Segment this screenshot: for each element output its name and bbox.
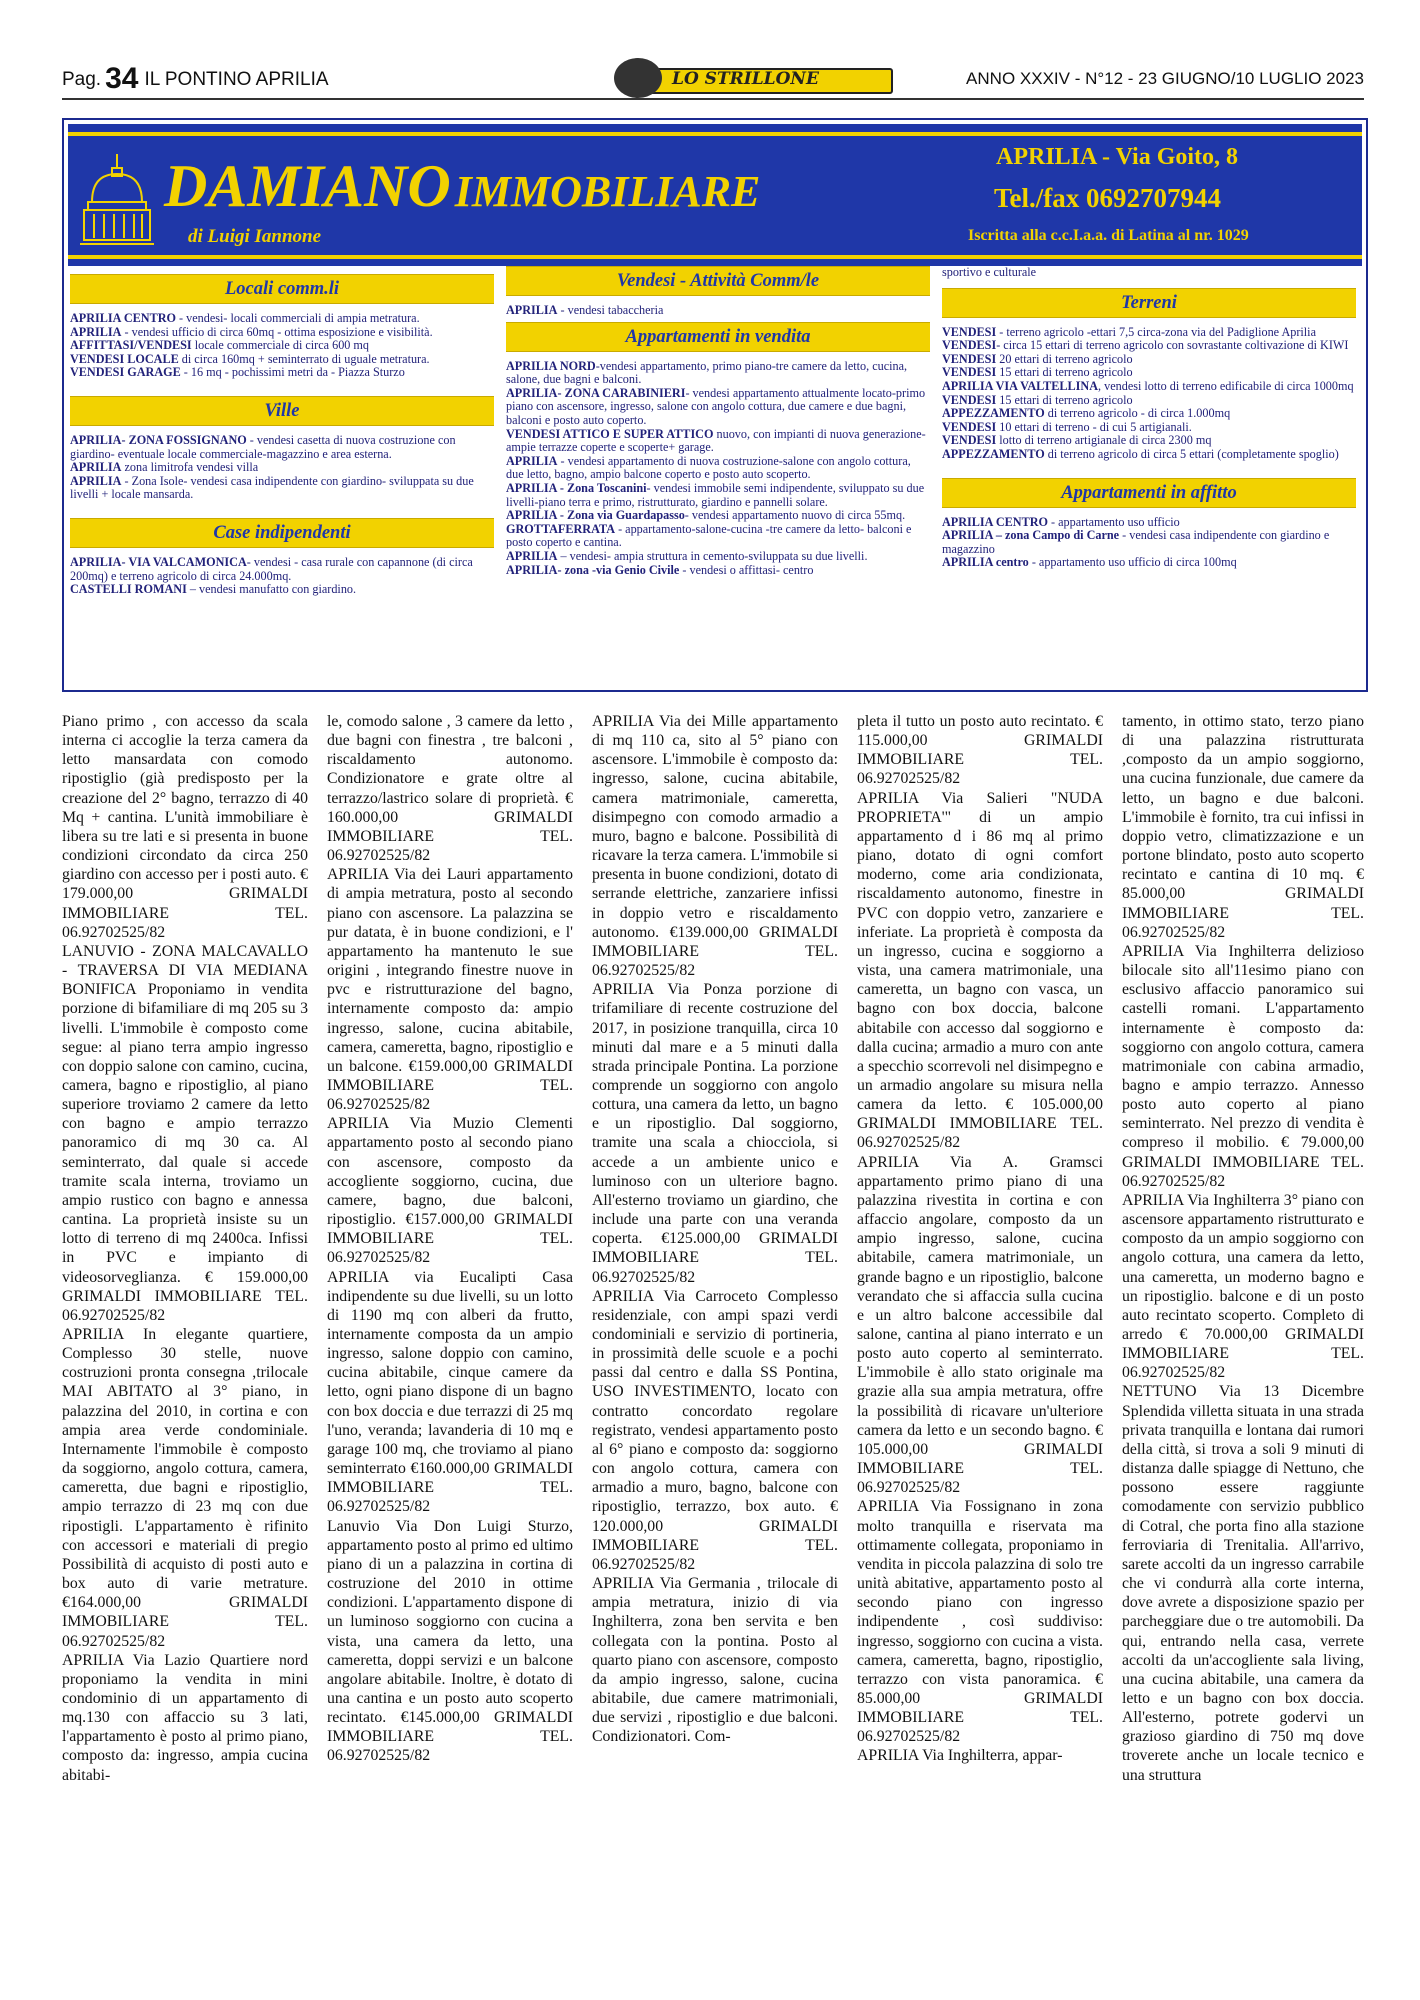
damiano-ad <box>62 118 1368 692</box>
ad-listing <box>506 564 930 578</box>
listing-location: APRILIA <box>70 460 122 475</box>
listing-description: 15 ettari di terreno agricolo <box>996 392 1133 407</box>
listing-description: - vendesi tabaccheria <box>557 303 664 317</box>
ad-listing <box>942 529 1356 556</box>
listing-paragraph: APRILIA Via dei Lauri appartamento di ampia metratura, posto al secondo piano con ascensore. La palazzina se pur datata, è in buone condizioni, e l' appartamento ha mantenuto le sue origini , integrando finestre nuove in pvc e ristrutturazione del bagno, internamente composto da: ampio ingresso, salone, cucina abitabile, camera, cameretta, bagno, ripostiglio e un balcone. €159.000,00 GRIMALDI IMMOBILIARE TEL. 06.92702525/82 <box>327 866 573 1114</box>
ad-banner <box>68 124 1362 266</box>
ad-listing <box>942 556 1356 570</box>
listing-paragraph: APRILIA Via Fossignano in zona molto tranquilla e riservata ma ottimamente collegata, proponiamo in vendita in piccola palazzina di solo tre unità abitative, appartamento posto al secondo piano con ingresso indipendente , così suddiviso: ingresso, soggiorno con cucina a vista. camera, cameretta, bagno, ripostiglio, terrazzo con vista panoramica. € 85.000,00 GRIMALDI IMMOBILIARE TEL. 06.92702525/82 <box>857 1498 1103 1746</box>
listing-description: - circa 15 ettari di terreno agricolo con sovrastante coltivazione di KIWI <box>996 338 1349 353</box>
text-column-4 <box>857 712 1103 1968</box>
ad-listing <box>942 380 1356 394</box>
listing-paragraph: tamento, in ottimo stato, terzo piano di una palazzina ristrutturata ,composto da un ampio soggiorno, una cucina funzionale, due camere da letto, un bagno e due balconi. L'immobile è fornito, tra cui infissi in doppio vetro, climatizzazione e un portone blindato, posto auto scoperto recintato e cantina di 10 mq. € 85.000,00 GRIMALDI IMMOBILIARE TEL. 06.92702525/82 <box>1122 713 1364 941</box>
page-number: 34 <box>105 62 139 95</box>
listing-paragraph: Piano primo , con accesso da scala interna ci accoglie la terza camera da letto mansardata con comodo ripostiglio (già predisposto per la creazione del 2° bagno, terrazzo di 40 Mq + cantina. L'unità immobiliare è libera su tre lati e si presenta in buone condizioni circondato da circa 250 giardino con accesso per i posti auto. € 179.000,00 GRIMALDI IMMOBILIARE TEL. 06.92702525/82 <box>62 713 308 941</box>
listing-location: APRILIA VIA VALTELLINA <box>942 378 1099 393</box>
listing-description: 10 ettari di terreno - di cui 5 artigianali. <box>996 419 1192 434</box>
listing-location: APRILIA CENTRO <box>70 311 176 325</box>
listing-location: APRILIA <box>70 324 122 339</box>
listing-paragraph: LANUVIO - ZONA MALCAVALLO - TRAVERSA DI VIA MEDIANA BONIFICA Proponiamo in vendita porzione di bifamiliare di mq 205 su 3 livelli. L'immobile è composto come segue: al piano terra ampio ingresso con doppio salone con camino, cucina, camera, bagno e ripostiglio, al piano superiore troviamo 2 camere da letto con bagno e ampio terrazzo panoramico di mq 30 ca. Al seminterrato, dal quale si accede tramite scala interna, troviamo un ampio rustico con bagno e annessa cantina. La proprietà insiste su un lotto di terreno di mq 2400ca. Infissi in PVC e impianto di videosorveglianza. € 159.000,00 GRIMALDI IMMOBILIARE TEL. 06.92702525/82 <box>62 942 308 1324</box>
listing-description: - vendesi appartamento di nuova costruzione-salone con angolo cottura, due letto, bagno, ampio balcone coperto e posto auto scoperto. <box>506 453 911 482</box>
listing-location: APRILIA <box>506 548 558 563</box>
text-column-5 <box>1122 712 1364 1968</box>
listing-description: - 16 mq - pochissimi metri da - Piazza Sturzo <box>180 365 405 380</box>
listing-location: APRILIA- VIA VALCAMONICA <box>70 554 247 569</box>
listing-description: lotto di terreno artigianale di circa 2300 mq <box>996 433 1212 448</box>
dome-building-icon <box>78 150 156 250</box>
section-terreni: Terreni <box>942 288 1356 318</box>
continued-text: sportivo e culturale <box>942 265 1037 279</box>
ad-listing <box>506 387 930 428</box>
listing-paragraph: APRILIA Via Inghilterra 3° piano con ascensore appartamento ristrutturato e composto da un ampio soggiorno con angolo cottura, una camera da letto, una cameretta, un moderno bagno e un ripostiglio. balcone e di un posto auto recintato scoperto. Completo di arredo € 70.000,00 GRIMALDI IMMOBILIARE TEL. 06.92702525/82 <box>1122 1191 1364 1382</box>
listing-paragraph: APRILIA via Eucalipti Casa indipendente su due livelli, su un lotto di 1190 mq con alberi da frutto, internamente composta da un ampio ingresso, salone doppio con camino, cucina abitabile, cinque camere da letto, ogni piano dispone di un bagno con box doccia e due terrazzi di 25 mq l'uno, veranda; lavanderia di 10 mq e garage 100 mq, che troviamo al piano seminterrato €160.000,00 GRIMALDI IMMOBILIARE TEL. 06.92702525/82 <box>327 1268 573 1516</box>
ad-column-1 <box>70 274 494 597</box>
listing-location: VENDESI <box>942 365 997 380</box>
ad-listing <box>70 326 494 340</box>
header-rule <box>62 98 1364 100</box>
ad-listing <box>506 509 930 523</box>
listing-location: APRILIA <box>506 453 558 468</box>
listing-description: - terreno agricolo -ettari 7,5 circa-zona via del Padiglione Aprilia <box>996 324 1316 339</box>
newsboy-icon <box>614 58 662 98</box>
ad-listing <box>506 360 930 387</box>
listing-paragraph: Lanuvio Via Don Luigi Sturzo, appartamento posto al primo ed ultimo piano di un a palazzina in cortina di costruzione del 2010 in ottime condizioni. L'appartamento dispone di un luminoso soggiorno con cucina a vista, una camera da letto, una cameretta, doppi servizi e un balcone angolare abitabile. Inoltre, è dotato di una cantina e un posto auto scoperto recintato. €145.000,00 GRIMALDI IMMOBILIARE TEL. 06.92702525/82 <box>327 1517 573 1765</box>
ad-listing <box>70 353 494 367</box>
ad-listing <box>506 304 930 318</box>
listing-description: - vendesi appartamento nuovo di circa 55mq. <box>684 508 906 523</box>
issue-info: ANNO XXXIV - N°12 - 23 GIUGNO/10 LUGLIO 2023 <box>966 69 1364 88</box>
ad-listing <box>70 339 494 353</box>
listing-paragraph: APRILIA Via Inghilterra delizioso bilocale sito all'11esimo piano con esclusivo affaccio panoramico sui castelli romani. L'appartamento internamente è composto da: soggiorno con angolo cottura, camera matrimoniale con cabina armadio, bagno e ampio terrazzo. Annesso posto auto coperto al piano seminterrato. Nel prezzo di vendita è compreso il mobilio. € 79.000,00 GRIMALDI IMMOBILIARE TEL. 06.92702525/82 <box>1122 942 1364 1190</box>
text-column-2 <box>327 712 573 1968</box>
listing-description: - Zona Isole- vendesi casa indipendente con giardino- sviluppata su due livelli + locale mansarda. <box>70 473 474 502</box>
ad-listing <box>70 583 494 597</box>
ad-column-2 <box>506 266 930 577</box>
ad-column-3 <box>942 266 1356 570</box>
listing-location: APRILIA centro <box>942 555 1029 570</box>
listing-location: APRILIA CENTRO <box>942 514 1048 529</box>
ad-listing <box>942 339 1356 353</box>
listing-location: APRILIA- ZONA CARABINIERI <box>506 385 686 400</box>
listing-paragraph: APRILIA Via Germania , trilocale di ampia metratura, inizio di via Inghilterra, zona ben servita e ben collegata con la pontina. Posto al quarto piano con ascensore, composto da ampio ingresso, salone, cucina abitabile, due camere matrimoniali, due servizi , ripostiglio e due balconi. Condizionatori. Com- <box>592 1575 838 1746</box>
section-affitto: Appartamenti in affitto <box>942 478 1356 508</box>
listing-paragraph: APRILIA Via Muzio Clementi appartamento posto al secondo piano con ascensore, composto da accogliente soggiorno, cucina, due camere, bagno, due balconi, ripostiglio. €157.000,00 GRIMALDI IMMOBILIARE TEL. 06.92702525/82 <box>327 1115 573 1267</box>
text-column-3 <box>592 712 838 1968</box>
listing-location: APPEZZAMENTO <box>942 406 1045 421</box>
listing-location: APRILIA - Zona via Guardapasso <box>506 508 685 523</box>
page-header <box>62 62 1364 96</box>
listing-description: - appartamento uso ufficio <box>1047 514 1180 529</box>
ad-listing <box>942 394 1356 408</box>
ad-listing <box>942 421 1356 435</box>
ad-listing <box>70 312 494 326</box>
listing-description: nuovo, con impianti di nuova generazione- ampie terrazze coperte e scoperte+ garage. <box>506 426 926 455</box>
listing-description: zona limitrofa vendesi villa <box>121 460 259 475</box>
listing-location: VENDESI GARAGE <box>70 365 181 380</box>
ad-listing <box>942 407 1356 421</box>
listing-description: - vendesi casa indipendente con giardino e magazzino <box>942 528 1330 556</box>
ad-listing <box>942 516 1356 530</box>
listing-location: GROTTAFERRATA <box>506 521 616 536</box>
section-ville: Ville <box>70 396 494 426</box>
listing-description: di circa 160mq + seminterrato di uguale metratura. <box>178 351 430 366</box>
ad-listing <box>70 434 494 461</box>
ad-listing <box>70 366 494 380</box>
listing-description: - vendesi- locali commerciali di ampia metratura. <box>175 311 420 325</box>
listing-location: VENDESI <box>942 338 997 353</box>
listing-description: di terreno agricolo - di circa 1.000mq <box>1044 406 1231 421</box>
agency-owner: di Luigi Iannone <box>188 226 322 247</box>
listing-description: - appartamento-salone-cucina -tre camere da letto- balconi e posto coperto e cantina. <box>506 521 912 550</box>
listing-description: – vendesi- ampia struttura in cemento-sviluppata su due livelli. <box>557 548 868 563</box>
ad-listing <box>942 434 1356 448</box>
listing-location: VENDESI ATTICO E SUPER ATTICO <box>506 426 714 441</box>
agency-phone: Tel./fax 0692707944 <box>994 183 1222 213</box>
ad-listing <box>506 482 930 509</box>
agency-name: DAMIANO IMMOBILIARE <box>164 153 761 219</box>
ad-listing <box>506 550 930 564</box>
agency-registration: Iscritta alla c.c.I.a.a. di Latina al nr. 1029 <box>968 227 1249 244</box>
listing-location: APRILIA- ZONA FOSSIGNANO <box>70 432 247 447</box>
listing-location: APRILIA – zona Campo di Carne <box>942 528 1120 543</box>
ad-listing <box>506 428 930 455</box>
listing-location: APRILIA NORD <box>506 358 596 373</box>
listing-location: AFFITTASI/VENDESI <box>70 338 192 353</box>
listing-description: – vendesi manufatto con giardino. <box>186 582 357 597</box>
listing-description: , vendesi lotto di terreno edificabile di circa 1000mq <box>1098 378 1354 393</box>
ad-listing <box>942 326 1356 340</box>
listing-location: VENDESI LOCALE <box>70 351 179 366</box>
listing-description: - vendesi immobile semi indipendente, sviluppato su due livelli-piano terra e primo, ristrutturato, giardino e pannelli solare. <box>506 480 925 509</box>
listing-description: - appartamento uso ufficio di circa 100mq <box>1028 555 1237 570</box>
listing-description: -vendesi appartamento, primo piano-tre camere da letto, cucina, salone, due bagni e balconi. <box>506 358 908 387</box>
paper-name: IL PONTINO APRILIA <box>144 69 329 90</box>
ad-listing <box>942 366 1356 380</box>
page-label: Pag. 34 IL PONTINO APRILIA <box>62 62 329 95</box>
listing-paragraph: APRILIA Via Lazio Quartiere nord proponiamo la vendita in mini condominio di un appartamento di mq.130 con affaccio su 3 lati, l'appartamento è posto al primo piano, composto da: ingresso, ampia cucina abitabi- <box>62 1651 308 1784</box>
listing-paragraph: le, comodo salone , 3 camere da letto , due bagni con finestra , tre balconi , riscaldamento autonomo. Condizionatore e grate oltre al terrazzo/lastrico solare di proprietà. € 160.000,00 GRIMALDI IMMOBILIARE TEL. 06.92702525/82 <box>327 713 573 865</box>
listing-description: - vendesi casetta di nuova costruzione con giardino- eventuale locale commerciale-magazzino e area esterna. <box>70 432 456 461</box>
listing-description: - vendesi appartamento attualmente locato-primo piano con ascensore, ingresso, salone con angolo cottura, due camere e due bagni, balconi e posto auto coperto. <box>506 385 926 427</box>
listing-location: APRILIA - Zona Toscanini <box>506 480 647 495</box>
listing-location: VENDESI <box>942 351 997 366</box>
ad-listing <box>506 523 930 550</box>
text-column-1 <box>62 712 308 1968</box>
listing-location: APRILIA <box>506 303 558 317</box>
listing-description: di terreno agricolo di circa 5 ettari (completamente spoglio) <box>1044 446 1339 461</box>
listing-paragraph: APRILIA Via Ponza porzione di trifamiliare di recente costruzione del 2017, in posizione tranquilla, circa 10 minuti dal mare e a 5 minuti dalla strada principale Pontina. La porzione comprende un soggiorno con angolo cottura, una camera da letto, un bagno e un ripostiglio. Dal soggiorno, tramite una scala a chiocciola, si accede a un ambiente unico e luminoso con un ulteriore bagno. All'esterno troviamo un giardino, che include una parte con una veranda coperta. €125.000,00 GRIMALDI IMMOBILIARE TEL. 06.92702525/82 <box>592 981 838 1286</box>
listing-location: APRILIA- zona -via Genio Civile <box>506 562 680 577</box>
ad-listing <box>942 353 1356 367</box>
listing-location: VENDESI <box>942 392 997 407</box>
section-locali: Locali comm.li <box>70 274 494 304</box>
listing-paragraph: APRILIA Via dei Mille appartamento di mq 110 ca, sito al 5° piano con ascensore. L'immobile è composto da: ingresso, salone, cucina abitabile, camera matrimoniale, cameretta, disimpegno con comodo armadio a muro, bagno e balcone. Possibilità di ricavare la terza camera. L'immobile si presenta in buone condizioni, dotato di serrande elettriche, zanzariere infissi in doppio vetro e riscaldamento autonomo. €139.000,00 GRIMALDI IMMOBILIARE TEL. 06.92702525/82 <box>592 713 838 980</box>
ad-listing <box>942 448 1356 462</box>
section-vendita: Appartamenti in vendita <box>506 322 930 352</box>
ad-listing <box>70 461 494 475</box>
listing-description: locale commerciale di circa 600 mq <box>191 338 370 353</box>
listing-paragraph: APRILIA Via Inghilterra, appar- <box>857 1747 1063 1765</box>
listing-paragraph: APRILIA Via Carroceto Complesso residenziale, con ampi spazi verdi condominiali e servizio di portineria, in prossimità delle scuole e a pochi passi dal centro e dalla SS Pontina, USO INVESTIMENTO, locato con contratto concordato regolare registrato, vendesi appartamento posto al 6° piano e composto da: soggiorno con angolo cottura, camera con armadio a muro, bagno, balcone con ripostiglio, terrazzo, box auto. € 120.000,00 GRIMALDI IMMOBILIARE TEL. 06.92702525/82 <box>592 1287 838 1573</box>
listing-description: - vendesi ufficio di circa 60mq - ottima esposizione e visibilità. <box>121 324 433 339</box>
listing-description: - vendesi o affittasi- centro <box>679 562 814 577</box>
section-case: Case indipendenti <box>70 518 494 548</box>
ad-listing <box>70 475 494 502</box>
listing-location: VENDESI <box>942 433 997 448</box>
section-attivita: Vendesi - Attività Comm/le <box>506 266 930 296</box>
agency-address: APRILIA - Via Goito, 8 <box>996 144 1239 170</box>
strillone-logo: LO STRILLONE <box>614 58 894 98</box>
listing-location: APRILIA <box>70 473 122 488</box>
ad-listing <box>506 455 930 482</box>
listing-location: APPEZZAMENTO <box>942 446 1045 461</box>
listing-location: VENDESI <box>942 419 997 434</box>
listing-description: 20 ettari di terreno agricolo <box>996 351 1133 366</box>
listing-description: 15 ettari di terreno agricolo <box>996 365 1133 380</box>
listing-paragraph: NETTUNO Via 13 Dicembre Splendida villetta situata in una strada privata tranquilla e lontana dai rumori della città, si trova a soli 9 minuti di distanza dalle spiagge di Nettuno, che possono essere raggiunte comodamente con servizio pubblico di Cotral, che porta fino alla stazione ferroviaria di Trenitalia. All'arrivo, sarete accolti da un ingresso carrabile che vi condurrà alla corte interna, dove avrete a disposizione spazio per parcheggiare due o tre automobili. Da qui, entrando nella casa, verrete accolti da un'accogliente sala living, una cucina abitabile, una camera da letto e un bagno con box doccia. All'esterno, potrete godervi un grazioso giardino di 750 mq dove troverete anche un locale tecnico e una struttura <box>1122 1383 1364 1784</box>
listing-description: - vendesi - casa rurale con capannone (di circa 200mq) e terreno agricolo di circa 24.000mq. <box>70 554 473 583</box>
listing-location: VENDESI <box>942 324 997 339</box>
listing-paragraph: APRILIA Via Salieri "NUDA PROPRIETA'" di un ampio appartamento d i 86 mq al primo piano, dotato di ogni comfort moderno, come aria condizionata, riscaldamento autonomo, finestre in PVC con doppio vetro, zanzariere e inferiate. La proprietà è composta da un ingresso, cucina e soggiorno a vista, una camera matrimoniale, una cameretta, un bagno con vasca, un bagno con box doccia, balcone abitabile con accesso dal soggiorno e dalla cucina; armadio a muro con ante a specchio scorrevoli nel disimpegno e un armadio angolare su misura nella camera da letto. € 105.000,00 GRIMALDI IMMOBILIARE TEL. 06.92702525/82 <box>857 789 1103 1152</box>
listing-paragraph: APRILIA In elegante quartiere, Complesso 30 stelle, nuove costruzioni pronta consegna ,trilocale MAI ABITATO al 3° piano, in palazzina del 2010, in cortina e con ampia area verde condominiale. Internamente l'immobile è composto da soggiorno, angolo cottura, camera, cameretta, due bagni e ripostiglio, ampio terrazzo di 23 mq con due ripostigli. L'appartamento è rifinito con accessori e materiali di pregio Possibilità di acquisto di posti auto e box auto di varie metrature. €164.000,00 GRIMALDI IMMOBILIARE TEL. 06.92702525/82 <box>62 1326 308 1650</box>
listing-paragraph: APRILIA Via A. Gramsci appartamento primo piano di una palazzina rivestita in cortina e con affaccio angolare, composto da un ampio ingresso, salone, cucina abitabile, camera matrimoniale, un grande bagno e un ripostiglio, balcone verandato che si affaccia sulla cucina e un altro balcone accessibile dal salone, cantina al piano interrato e un posto auto coperto al seminterrato. L'immobile è allo stato originale ma grazie alla sua ampia metratura, offre la possibilità di ricavare un'ulteriore camera da letto e un secondo bagno. € 105.000,00 GRIMALDI IMMOBILIARE TEL. 06.92702525/82 <box>857 1153 1103 1497</box>
ad-listing <box>70 556 494 583</box>
listing-location: CASTELLI ROMANI <box>70 582 187 597</box>
listing-paragraph: pleta il tutto un posto auto recintato. € 115.000,00 GRIMALDI IMMOBILIARE TEL. 06.92702525/82 <box>857 713 1103 788</box>
